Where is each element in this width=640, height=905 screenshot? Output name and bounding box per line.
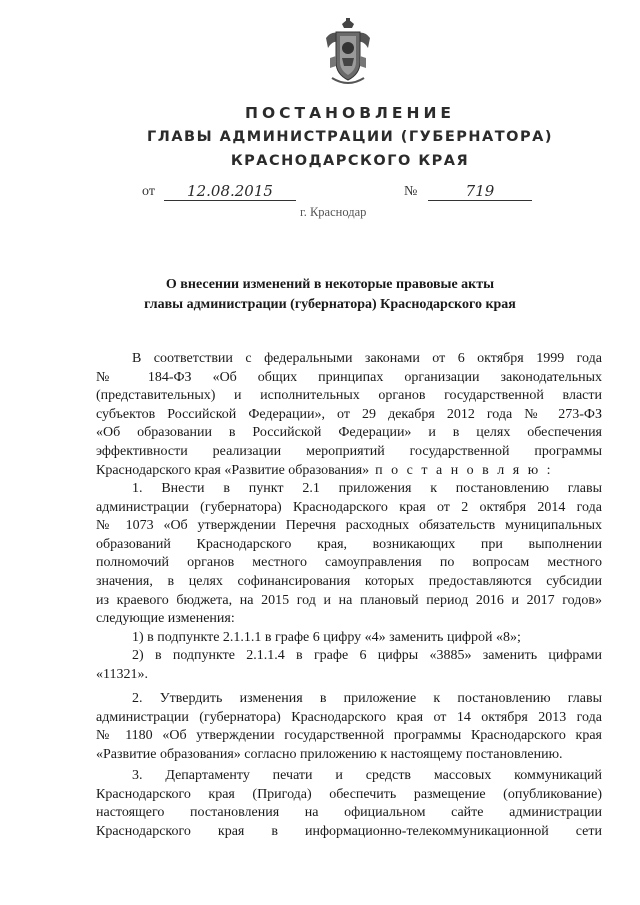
text-line: администрации (губернатора) Краснодарского края от 2 октября 2014 года (96, 499, 602, 515)
text-line: следующие изменения: (96, 611, 235, 627)
text-line: «11321». (96, 666, 148, 682)
text-line: Краснодарского края (Пригода) обеспечить размещение (опубликование) (96, 786, 602, 802)
text-line: В соответствии с федеральными законами от 6 октября 1999 года (132, 351, 602, 366)
text-line: «Развитие образования» согласно приложению к настоящему постановлению. (96, 746, 563, 762)
issuer-heading: ГЛАВЫ АДМИНИСТРАЦИИ (ГУБЕРНАТОРА) (147, 129, 553, 145)
city-label: г. Краснодар (300, 205, 367, 219)
handwritten-date: 12.08.2015 (164, 182, 296, 201)
text-line: образований Краснодарского края, возникающих при выполнении (96, 536, 602, 552)
text-line: 2. Утвердить изменения в приложение к постановлению главы (132, 691, 602, 706)
text-line (96, 462, 602, 481)
text-line: № 1073 «Об утверждении Перечня расходных обязательств муниципальных (96, 518, 602, 534)
text-line: 3. Департаменту печати и средств массовых коммуникаций (132, 768, 602, 783)
resolve-word: п о с т а н о в л я ю : (369, 462, 554, 478)
coat-of-arms-emblem (322, 18, 374, 88)
sub-item-1: 1) в подпункте 2.1.1.1 в графе 6 цифру «4» заменить цифрой «8»; (132, 629, 521, 645)
title-line: главы администрации (губернатора) Краснодарского края (144, 297, 516, 312)
text-line: субъектов Российской Федерации», от 29 декабря 2012 года № 273-ФЗ (96, 406, 602, 422)
text-line: (представительных) и исполнительных органов государственной власти (96, 388, 602, 404)
date-prefix: от (142, 184, 155, 199)
paragraph-item-1 (96, 480, 602, 685)
text-line: № 1180 «Об утверждении государственной программы Краснодарского края (96, 728, 602, 744)
text-line: из краевого бюджета, на 2015 год и на плановый период 2016 и 2017 годов» (96, 592, 602, 608)
text-line: «Об образовании в Российской Федерации» и в целях обеспечения (96, 425, 602, 441)
text-line: эффективности реализации мероприятий государственной программы (96, 443, 602, 459)
text-line: администрации (губернатора) Краснодарского края от 14 октября 2013 года (96, 709, 602, 725)
sub-item-2: 2) в подпункте 2.1.1.4 в графе 6 цифры «3885» заменить цифрами (132, 648, 602, 664)
title-line: О внесении изменений в некоторые правовые акты (165, 277, 495, 292)
text-line: № 184-ФЗ «Об общих принципах организации законодательных (96, 369, 602, 385)
text-line: значения, в целях софинансирования которых предоставляются субсидии (96, 573, 602, 589)
paragraph-item-3 (96, 767, 602, 841)
text-line: настоящего постановления на официальном сайте администрации (96, 805, 602, 821)
document-type-heading: ПОСТАНОВЛЕНИЕ (244, 104, 456, 122)
document-title (120, 275, 540, 315)
number-prefix: № (404, 184, 418, 199)
paragraph-item-2 (96, 690, 602, 764)
text-fragment: Краснодарского края «Развитие образования» (96, 462, 370, 478)
paragraph-preamble (96, 350, 602, 480)
text-line: полномочий органов местного самоуправления по вопросам местного (96, 555, 602, 571)
date-number-line (142, 182, 542, 204)
text-line: Краснодарского края в информационно-телекоммуникационной сети (96, 823, 602, 839)
handwritten-number: 719 (428, 182, 532, 201)
region-heading: КРАСНОДАРСКОГО КРАЯ (230, 153, 470, 169)
text-line: 1. Внести в пункт 2.1 приложения к постановлению главы (132, 481, 602, 496)
